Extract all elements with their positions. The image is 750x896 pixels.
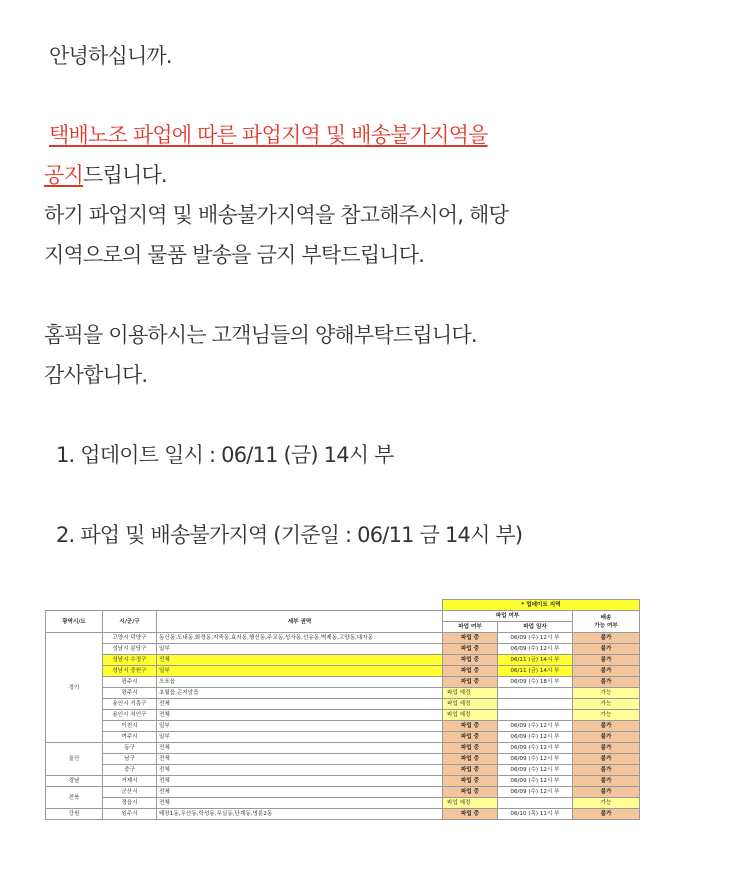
strike-status-cell: 파업 중 [443,644,498,655]
city-cell: 성남시 수정구 [103,655,157,666]
delivery-status-cell: 가능 [573,798,640,809]
strike-status-cell: 파업 중 [443,765,498,776]
detail-cell: 전체 [157,765,443,776]
detail-cell: 전체 [157,699,443,710]
strike-area-item: 2. 파업 및 배송불가지역 (기준일 : 06/11 금 14시 부) [56,523,523,547]
detail-cell: 전체 [157,787,443,798]
detail-cell: 초월읍,곤지암읍 [157,688,443,699]
delivery-status-cell: 불가 [573,732,640,743]
delivery-status-cell: 불가 [573,743,640,754]
strike-date-cell: 06/09 (수) 12시 부 [498,721,573,732]
delivery-status-cell: 가능 [573,699,640,710]
region-cell: 강원 [46,809,103,820]
notice-red-text-1: 택배노조 파업에 따른 파업지역 및 배송불가지역을 [49,123,488,147]
city-cell: 거제시 [103,776,157,787]
table-row [46,644,640,655]
city-cell: 남구 [103,754,157,765]
delivery-status-cell: 불가 [573,809,640,820]
table-row [46,655,640,666]
strike-date-cell: 06/09 (수) 12시 부 [498,732,573,743]
notice-headline-2 [44,160,167,190]
city-cell: 원주시 [103,809,157,820]
detail-cell: 태장1동,우산동,학성동,무실동,단계동,명륜2동 [157,809,443,820]
strike-status-cell: 파업 중 [443,666,498,677]
city-cell: 용인시 기흥구 [103,699,157,710]
strike-status-cell: 파업 예정 [443,688,498,699]
table-row [46,721,640,732]
detail-cell: 일부 [157,644,443,655]
strike-region-table [45,599,639,820]
table-row [46,666,640,677]
city-cell: 군산시 [103,787,157,798]
notice-headline-1 [49,120,488,150]
strike-status-cell: 파업 중 [443,721,498,732]
table-row [46,787,640,798]
city-cell: 중구 [103,765,157,776]
strike-date-cell: 06/09 (수) 12시 부 [498,743,573,754]
region-cell: 경기 [46,633,103,743]
strike-status-cell: 파업 중 [443,776,498,787]
detail-cell: 전체 [157,776,443,787]
delivery-status-cell: 가능 [573,710,640,721]
table-row [46,633,640,644]
delivery-status-cell: 불가 [573,776,640,787]
strike-date-cell: 06/09 (수) 12시 부 [498,644,573,655]
reference-line-2: 지역으로의 물품 발송을 금지 부탁드립니다. [44,243,425,267]
city-cell: 정읍시 [103,798,157,809]
strike-date-cell: 06/11 (금) 14시 부 [498,666,573,677]
table-row [46,677,640,688]
strike-date-cell [498,699,573,710]
notice-red-text-2: 공지 [44,163,83,187]
strike-date-cell: 06/09 (수) 12시 부 [498,754,573,765]
city-cell: 여주시 [103,732,157,743]
strike-date-cell: 06/09 (수) 12시 부 [498,765,573,776]
delivery-status-cell: 불가 [573,633,640,644]
strike-status-cell: 파업 예정 [443,699,498,710]
thanks-line-2: 감사합니다. [44,363,148,387]
delivery-status-cell: 불가 [573,754,640,765]
delivery-status-cell: 불가 [573,644,640,655]
delivery-status-cell: 불가 [573,787,640,798]
table-row [46,710,640,721]
delivery-status-cell: 가능 [573,688,640,699]
detail-cell: 일부 [157,732,443,743]
table-row [46,688,640,699]
strike-status-cell: 파업 중 [443,677,498,688]
table-row [46,776,640,787]
city-cell: 성남시 중원구 [103,666,157,677]
strike-status-cell: 파업 중 [443,655,498,666]
table-row [46,743,640,754]
delivery-status-cell: 불가 [573,765,640,776]
header-detail: 세부 권역 [157,611,443,633]
strike-date-cell [498,688,573,699]
strike-status-cell: 파업 예정 [443,710,498,721]
update-region-header: * 업데이트 지역 [443,600,640,611]
table-row [46,765,640,776]
strike-date-cell: 06/09 (수) 12시 부 [498,787,573,798]
region-cell: 전북 [46,787,103,809]
delivery-status-cell: 불가 [573,677,640,688]
strike-status-cell: 파업 예정 [443,798,498,809]
strike-date-cell [498,798,573,809]
strike-status-cell: 파업 중 [443,633,498,644]
detail-cell: 오포읍 [157,677,443,688]
detail-cell: 전체 [157,655,443,666]
region-cell: 경남 [46,776,103,787]
strike-status-cell: 파업 중 [443,732,498,743]
header-region: 광역시/도 [46,611,103,633]
strike-status-cell: 파업 중 [443,743,498,754]
table-row [46,798,640,809]
update-time-item: 1. 업데이트 일시 : 06/11 (금) 14시 부 [56,443,394,467]
city-cell: 광주시 [103,688,157,699]
strike-date-cell [498,710,573,721]
header-strike-group: 파업 여부 [443,611,573,622]
greeting-text: 안녕하십니까. [49,44,172,68]
strike-status-cell: 파업 중 [443,754,498,765]
detail-cell: 전체 [157,743,443,754]
strike-date-cell: 06/10 (목) 11시 부 [498,809,573,820]
strike-status-cell: 파업 중 [443,809,498,820]
city-cell: 이천시 [103,721,157,732]
region-cell: 울산 [46,743,103,776]
delivery-status-cell: 불가 [573,666,640,677]
delivery-status-cell: 불가 [573,721,640,732]
table-row [46,732,640,743]
strike-date-cell: 06/09 (수) 12시 부 [498,776,573,787]
city-cell: 용인시 처인구 [103,710,157,721]
delivery-status-cell: 불가 [573,655,640,666]
header-city: 시/군/구 [103,611,157,633]
strike-date-cell: 06/09 (수) 18시 부 [498,677,573,688]
table-row [46,809,640,820]
table-row [46,754,640,765]
detail-cell: 전체 [157,754,443,765]
header-date: 파업 일자 [498,622,573,633]
strike-date-cell: 06/11 (금) 14시 부 [498,655,573,666]
detail-cell: 전체 [157,710,443,721]
strike-date-cell: 06/09 (수) 12시 부 [498,633,573,644]
detail-cell: 일부 [157,721,443,732]
strike-status-cell: 파업 중 [443,787,498,798]
header-strike: 파업 여부 [443,622,498,633]
thanks-line-1: 홈픽을 이용하시는 고객님들의 양해부탁드립니다. [44,323,477,347]
detail-cell: 동산동,도내동,화정동,지축동,효자동,행신동,주교동,성사동,선유동,벽제동,고양동,대자동 [157,633,443,644]
city-cell: 광주시 [103,677,157,688]
city-cell: 고양시 덕양구 [103,633,157,644]
city-cell: 성남시 분당구 [103,644,157,655]
table-row [46,699,640,710]
city-cell: 동구 [103,743,157,754]
detail-cell: 전체 [157,798,443,809]
header-delivery: 배송 가능 여부 [573,611,640,633]
detail-cell: 일부 [157,666,443,677]
reference-line-1: 하기 파업지역 및 배송불가지역을 참고해주시어, 해당 [44,203,508,227]
notice-rest-text: 드립니다. [82,163,167,187]
